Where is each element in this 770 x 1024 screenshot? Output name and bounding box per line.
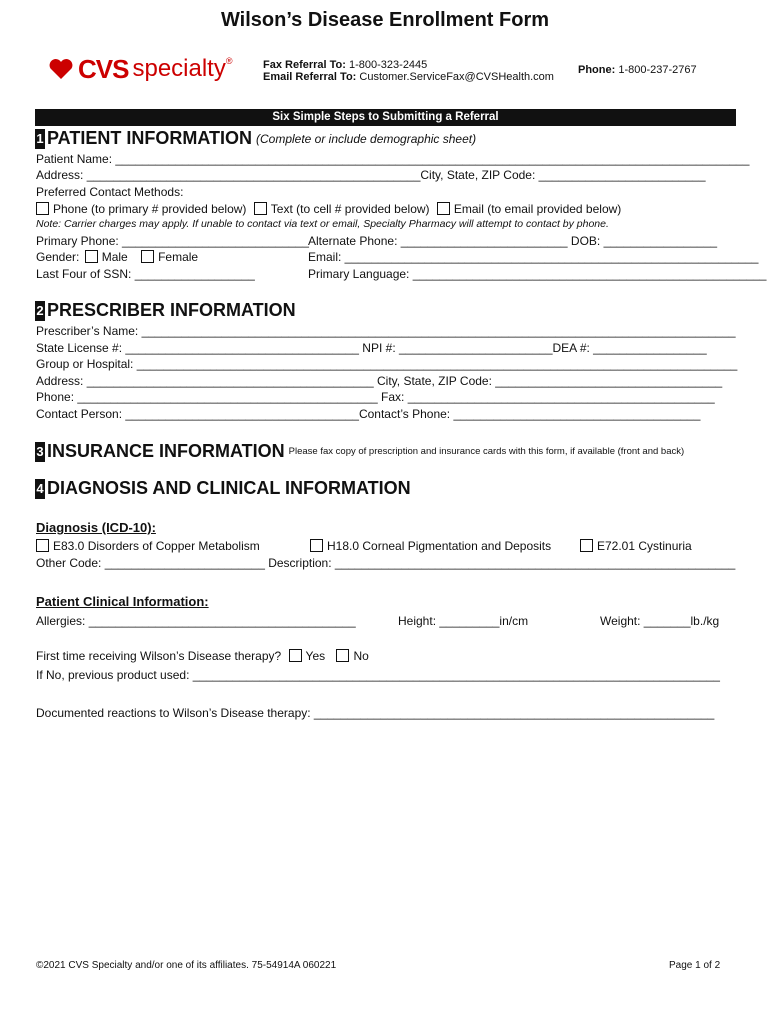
phone-value: 1-800-237-2767: [618, 64, 697, 76]
phone-checkbox[interactable]: [36, 202, 49, 215]
section-title: DIAGNOSIS AND CLINICAL INFORMATION: [47, 478, 411, 498]
patient-name-field[interactable]: Patient Name: _______________________________________________________________________________________________: [36, 152, 750, 166]
carrier-note: Note: Carrier charges may apply. If unable to contact via text or email, Specialty Pharmacy will attempt to contact by phone.: [36, 218, 609, 230]
primary-phone-field[interactable]: Primary Phone: ____________________________: [36, 234, 309, 248]
diagnosis-heading: Diagnosis (ICD-10):: [36, 520, 156, 535]
section-title: INSURANCE INFORMATION: [47, 441, 285, 461]
group-hospital-field[interactable]: Group or Hospital: __________________________________________________________________________________________: [36, 357, 738, 371]
section-insurance-heading: [35, 441, 684, 462]
form-title: Wilson’s Disease Enrollment Form: [220, 9, 550, 31]
previous-product-field[interactable]: If No, previous product used: _______________________________________________________________________________: [36, 668, 720, 682]
copyright-footer: ©2021 CVS Specialty and/or one of its affiliates. 75-54914A 060221: [36, 960, 337, 971]
male-checkbox[interactable]: [85, 250, 98, 263]
fax-label: Fax Referral To:: [263, 59, 346, 71]
contact-person-field[interactable]: Contact Person: ___________________________________Contact’s Phone: _____________________________________: [36, 407, 701, 421]
h18-option: [310, 538, 551, 554]
h18-label: H18.0 Corneal Pigmentation and Deposits: [327, 539, 552, 553]
alt-phone-dob-field[interactable]: Alternate Phone: _________________________ DOB: _________________: [308, 234, 718, 248]
logo-brand: CVS: [78, 53, 129, 84]
no-checkbox[interactable]: [336, 649, 349, 662]
logo-registered: ®: [225, 56, 233, 66]
first-time-label: First time receiving Wilson’s Disease therapy?: [36, 649, 282, 663]
language-field[interactable]: Primary Language: _____________________________________________________: [308, 267, 767, 281]
gender-row: [36, 249, 198, 265]
h18-checkbox[interactable]: [310, 539, 323, 552]
email-label: Email Referral To:: [263, 71, 357, 83]
logo-specialty: specialty: [132, 55, 226, 82]
height-field[interactable]: Height: _________in/cm: [398, 614, 529, 628]
text-checkbox[interactable]: [254, 202, 267, 215]
female-label: Female: [158, 250, 199, 264]
prescriber-address-field[interactable]: Address: ___________________________________________ City, State, ZIP Code: __________________________________: [36, 374, 723, 388]
section-number: 3: [35, 442, 45, 462]
e83-label: E83.0 Disorders of Copper Metabolism: [53, 539, 260, 553]
yes-checkbox[interactable]: [289, 649, 302, 662]
section-subtitle: (Complete or include demographic sheet): [255, 131, 477, 146]
referral-contact: [263, 59, 554, 83]
section-number: 4: [35, 479, 45, 499]
no-label: No: [353, 649, 369, 663]
e72-checkbox[interactable]: [580, 539, 593, 552]
ssn-field[interactable]: Last Four of SSN: __________________: [36, 267, 255, 281]
first-time-row: [36, 648, 369, 664]
male-label: Male: [101, 250, 128, 264]
weight-field[interactable]: Weight: _______lb./kg: [600, 614, 720, 628]
section-number: 1: [35, 129, 45, 149]
fax-value: 1-800-323-2445: [349, 59, 428, 71]
phone-option-label: Phone (to primary # provided below): [53, 202, 247, 216]
contact-methods-row: [36, 201, 621, 217]
section-subtitle: Please fax copy of prescription and insurance cards with this form, if available (front and back): [288, 446, 685, 457]
prescriber-phone-fax-field[interactable]: Phone: _____________________________________________ Fax: ______________________________________________: [36, 390, 715, 404]
e72-option: [580, 538, 692, 554]
steps-banner: Six Simple Steps to Submitting a Referral: [35, 109, 736, 126]
reactions-field[interactable]: Documented reactions to Wilson’s Disease therapy: ____________________________________________________________: [36, 706, 715, 720]
section-number: 2: [35, 301, 45, 321]
page-number: Page 1 of 2: [669, 960, 721, 971]
e72-label: E72.01 Cystinuria: [597, 539, 692, 553]
prescriber-name-field[interactable]: Prescriber’s Name: _________________________________________________________________________________________: [36, 324, 736, 338]
heart-icon: [48, 58, 74, 80]
email-checkbox[interactable]: [437, 202, 450, 215]
yes-label: Yes: [305, 649, 326, 663]
section-title: PATIENT INFORMATION: [47, 128, 252, 148]
cvs-specialty-logo: [48, 52, 232, 86]
gender-label: Gender:: [36, 250, 80, 264]
text-option-label: Text (to cell # provided below): [270, 202, 430, 216]
section-patient-heading: [35, 128, 476, 149]
section-title: PRESCRIBER INFORMATION: [47, 300, 296, 320]
other-code-field[interactable]: Other Code: ________________________ Description: ____________________________________________________________: [36, 556, 736, 570]
section-diagnosis-heading: [35, 478, 411, 499]
clinical-heading: Patient Clinical Information:: [36, 594, 209, 609]
female-checkbox[interactable]: [141, 250, 154, 263]
email-option-label: Email (to email provided below): [453, 202, 622, 216]
license-npi-dea-field[interactable]: State License #: ___________________________________ NPI #: _______________________DEA #: _________________: [36, 341, 707, 355]
allergies-field[interactable]: Allergies: ________________________________________: [36, 614, 356, 628]
address-field[interactable]: Address: __________________________________________________City, State, ZIP Code: _________________________: [36, 168, 706, 182]
email-value: Customer.ServiceFax@CVSHealth.com: [359, 71, 554, 83]
phone-label: Phone:: [578, 64, 616, 76]
section-prescriber-heading: [35, 300, 296, 321]
phone-contact: [578, 64, 697, 76]
email-field[interactable]: Email: ______________________________________________________________: [308, 250, 759, 264]
preferred-contact-label: Preferred Contact Methods:: [36, 185, 184, 199]
e83-option: [36, 538, 260, 554]
e83-checkbox[interactable]: [36, 539, 49, 552]
